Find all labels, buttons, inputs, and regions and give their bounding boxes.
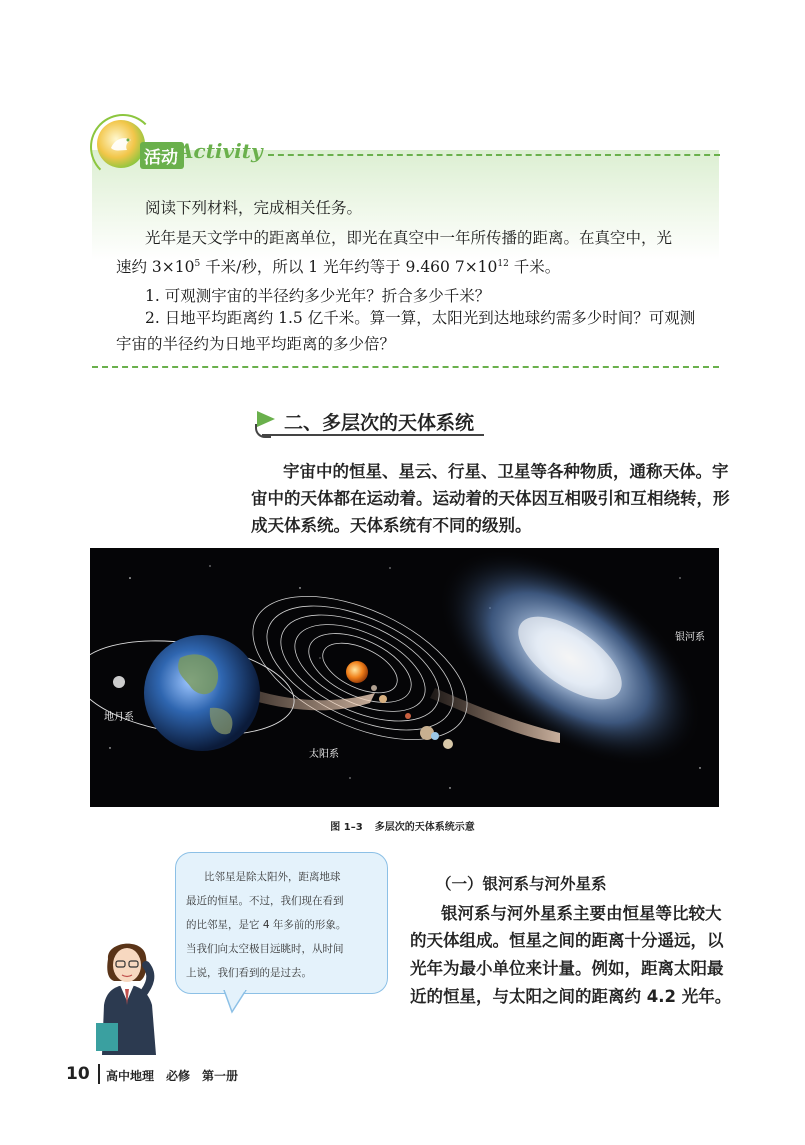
activity-label-english: Activity	[178, 139, 263, 163]
footer-book-title: 高中地理 必修 第一册	[106, 1069, 239, 1083]
activity-dove-icon	[97, 120, 145, 168]
label-solar-system: 太阳系	[309, 749, 339, 760]
activity-task-1: 1. 可观测宇宙的半径约多少光年？折合多少千米？	[145, 287, 491, 305]
section-para-line: 宙中的天体都在运动着。运动着的天体因互相吸引和互相绕转，形	[251, 489, 730, 508]
figure-title: 多层次的天体系统示意	[374, 822, 475, 833]
page-number: 10	[66, 1064, 90, 1084]
activity-label: 活动	[140, 142, 184, 169]
subsection-para-line: 银河系与河外星系主要由恒星等比较大	[441, 904, 722, 923]
footer-separator	[98, 1064, 100, 1084]
section-para-line: 成天体系统。天体系统有不同的级别。	[251, 516, 532, 535]
celestial-systems-figure	[90, 548, 719, 807]
subsection-title: （一）银河系与河外星系	[436, 875, 607, 893]
label-milky-way: 银河系	[675, 632, 705, 643]
figure-number: 图 1–3	[330, 822, 363, 833]
activity-bottom-divider	[92, 366, 719, 368]
section-underline	[262, 434, 484, 436]
moon	[113, 676, 125, 688]
bubble-line: 上说，我们看到的是过去。	[186, 967, 312, 979]
speech-bubble	[175, 852, 388, 994]
activity-top-divider	[268, 154, 720, 156]
label-earth-moon-system: 地月系	[104, 712, 134, 723]
activity-para-line: 光年是天文学中的距离单位，即光在真空中一年所传播的距离。在真空中，光	[145, 229, 673, 247]
bubble-line: 比邻星是除太阳外，距离地球	[204, 871, 341, 883]
subsection-para-line: 的天体组成。恒星之间的距离十分遥远，以	[410, 931, 724, 950]
activity-intro: 阅读下列材料，完成相关任务。	[145, 199, 363, 217]
sun	[346, 661, 368, 683]
section-para-line: 宇宙中的恒星、星云、行星、卫星等各种物质，通称天体。宇	[283, 462, 729, 481]
bubble-line: 最近的恒星。不过，我们现在看到	[186, 895, 344, 907]
bubble-line: 的比邻星，是它 4 年多前的形象。	[186, 919, 347, 931]
figure-caption	[0, 818, 805, 833]
bubble-line: 当我们向太空极目远眺时，从时间	[186, 943, 344, 955]
speech-bubble-tail	[222, 990, 262, 1018]
activity-task-2-cont: 宇宙的半径约为日地平均距离的多少倍？	[116, 335, 396, 353]
subsection-para-line: 光年为最小单位来计量。例如，距离太阳最	[410, 959, 724, 978]
teacher-illustration	[88, 935, 170, 1059]
subsection-para-line: 近的恒星，与太阳之间的距离约 4.2 光年。	[410, 987, 732, 1006]
activity-task-2: 2. 日地平均距离约 1.5 亿千米。算一算，太阳光到达地球约需多少时间？可观测	[145, 309, 696, 327]
section-title: 二、多层次的天体系统	[284, 412, 475, 434]
activity-para-line: 速约 $3\times 10^5$ 千米/秒，所以 1 光年约等于 9.460 $7\times 10^{12}$ 千米。	[116, 258, 561, 276]
